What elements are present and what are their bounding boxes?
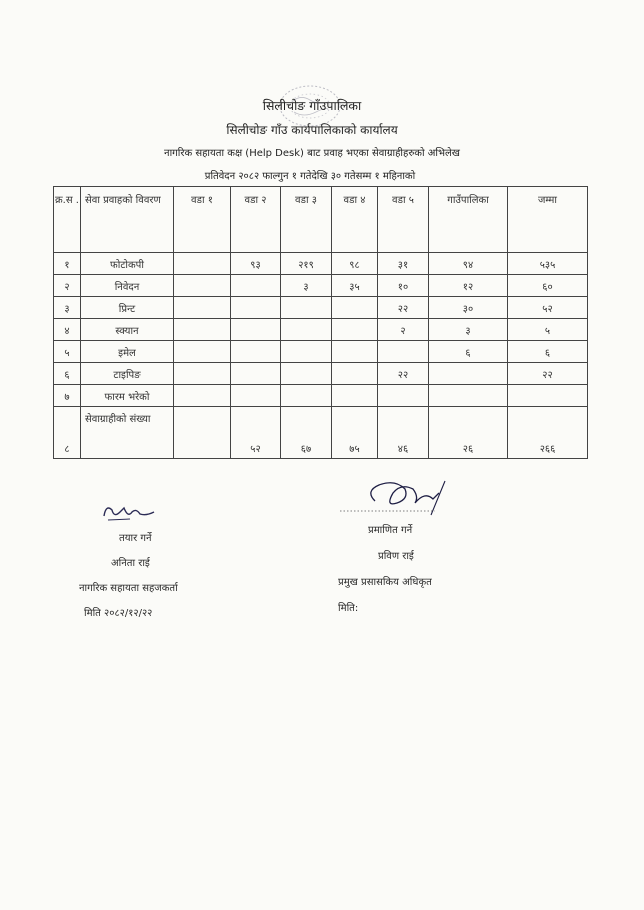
- table-row-total: [54, 407, 588, 459]
- prepared-by-date: मिति २०८२/१२/२२: [84, 608, 153, 619]
- table-cell: [429, 363, 508, 385]
- table-cell: [332, 319, 378, 341]
- municipality-name: सिलीचोङ गाँउपालिका: [262, 98, 362, 113]
- table-cell: ५: [54, 341, 81, 363]
- table-cell: प्रिन्ट: [81, 297, 174, 319]
- table-row: [54, 385, 588, 407]
- column-header: सेवा प्रवाहको विवरण: [81, 187, 174, 253]
- column-header: वडा २: [231, 187, 281, 253]
- table-row: [54, 341, 588, 363]
- table-cell: [174, 253, 231, 275]
- table-cell: २: [54, 275, 81, 297]
- table-cell: [231, 275, 281, 297]
- table-cell: २२: [508, 363, 588, 385]
- certified-by-name: प्रविण राई: [378, 551, 414, 562]
- table-cell: [174, 297, 231, 319]
- table-cell: ५२: [231, 407, 281, 459]
- table-cell: ६७: [281, 407, 332, 459]
- table-cell: ३५: [332, 275, 378, 297]
- table-cell: इमेल: [81, 341, 174, 363]
- table-cell: [174, 341, 231, 363]
- table-cell: [378, 385, 429, 407]
- table-cell: [281, 385, 332, 407]
- table-cell: २२: [378, 363, 429, 385]
- table-cell: ५: [508, 319, 588, 341]
- column-header: वडा ५: [378, 187, 429, 253]
- table-cell: ६: [429, 341, 508, 363]
- table-cell: २: [378, 319, 429, 341]
- table-cell: [231, 297, 281, 319]
- table-cell: ३: [54, 297, 81, 319]
- table-cell: [174, 319, 231, 341]
- table-cell: फोटोकपी: [81, 253, 174, 275]
- table-cell: २६६: [508, 407, 588, 459]
- office-name: सिलीचोङ गाँउ कार्यपालिकाको कार्यालय: [226, 123, 398, 137]
- table-cell: [332, 297, 378, 319]
- table-cell: १०: [378, 275, 429, 297]
- table-cell: ६०: [508, 275, 588, 297]
- table-cell: [332, 363, 378, 385]
- certified-by-title: प्रमुख प्रसासकिय अधिकृत: [338, 577, 432, 588]
- table-cell: फारम भरेको: [81, 385, 174, 407]
- table-cell: ६: [54, 363, 81, 385]
- certified-by-label: प्रमाणित गर्ने: [368, 525, 413, 536]
- table-cell: ३१: [378, 253, 429, 275]
- column-header: गाउँपालिका: [429, 187, 508, 253]
- table-cell: सेवाग्राहीको संख्या: [81, 407, 174, 459]
- table-cell: [174, 363, 231, 385]
- table-cell: [174, 407, 231, 459]
- table-cell: ५३५: [508, 253, 588, 275]
- table-cell: [281, 297, 332, 319]
- table-cell: [281, 341, 332, 363]
- table-row: [54, 297, 588, 319]
- column-header: वडा १: [174, 187, 231, 253]
- table-cell: [174, 385, 231, 407]
- table-cell: [174, 275, 231, 297]
- table-cell: ९८: [332, 253, 378, 275]
- table-cell: [332, 385, 378, 407]
- table-cell: ८: [54, 407, 81, 459]
- table-cell: [281, 319, 332, 341]
- table-cell: [231, 319, 281, 341]
- table-row: [54, 319, 588, 341]
- table-cell: ७५: [332, 407, 378, 459]
- prepared-by-title: नागरिक सहायता सहजकर्ता: [79, 583, 178, 594]
- table-cell: [378, 341, 429, 363]
- record-title: नागरिक सहायता कक्ष (Help Desk) बाट प्रवाह भएका सेवाग्राहीहरुको अभिलेख: [164, 148, 460, 159]
- table-cell: ५२: [508, 297, 588, 319]
- table-cell: ७: [54, 385, 81, 407]
- table-cell: ४: [54, 319, 81, 341]
- table-cell: ३: [429, 319, 508, 341]
- table-cell: ९३: [231, 253, 281, 275]
- table-cell: २२: [378, 297, 429, 319]
- certified-by-date: मिति:: [338, 603, 359, 614]
- table-cell: [332, 341, 378, 363]
- table-cell: ४६: [378, 407, 429, 459]
- table-cell: १: [54, 253, 81, 275]
- table-cell: [508, 385, 588, 407]
- table-cell: २१९: [281, 253, 332, 275]
- column-header: जम्मा: [508, 187, 588, 253]
- table-cell: ३: [281, 275, 332, 297]
- table-cell: [231, 385, 281, 407]
- table-cell: निवेदन: [81, 275, 174, 297]
- table-row: [54, 253, 588, 275]
- column-header: वडा ३: [281, 187, 332, 253]
- prepared-by-name: अनिता राई: [111, 558, 150, 569]
- table-cell: [231, 341, 281, 363]
- table-cell: [429, 385, 508, 407]
- prepared-by-label: तयार गर्ने: [119, 533, 152, 544]
- service-record-table: [53, 186, 588, 459]
- column-header: वडा ४: [332, 187, 378, 253]
- report-period: प्रतिवेदन २०८२ फाल्गुन १ गतेदेखि ३० गतेसम्म १ महिनाको: [204, 171, 416, 182]
- table-header-row: [54, 187, 588, 253]
- table-cell: [281, 363, 332, 385]
- handwritten-signature-left: [100, 500, 160, 524]
- table-cell: १२: [429, 275, 508, 297]
- table-cell: ३०: [429, 297, 508, 319]
- table-cell: [231, 363, 281, 385]
- column-header: क्र.स .: [54, 187, 81, 253]
- table-cell: ९४: [429, 253, 508, 275]
- table-cell: टाइपिङ: [81, 363, 174, 385]
- table-row: [54, 275, 588, 297]
- handwritten-signature-right: [335, 463, 475, 518]
- table-cell: ६: [508, 341, 588, 363]
- table-cell: २६: [429, 407, 508, 459]
- table-cell: स्क्यान: [81, 319, 174, 341]
- table-row: [54, 363, 588, 385]
